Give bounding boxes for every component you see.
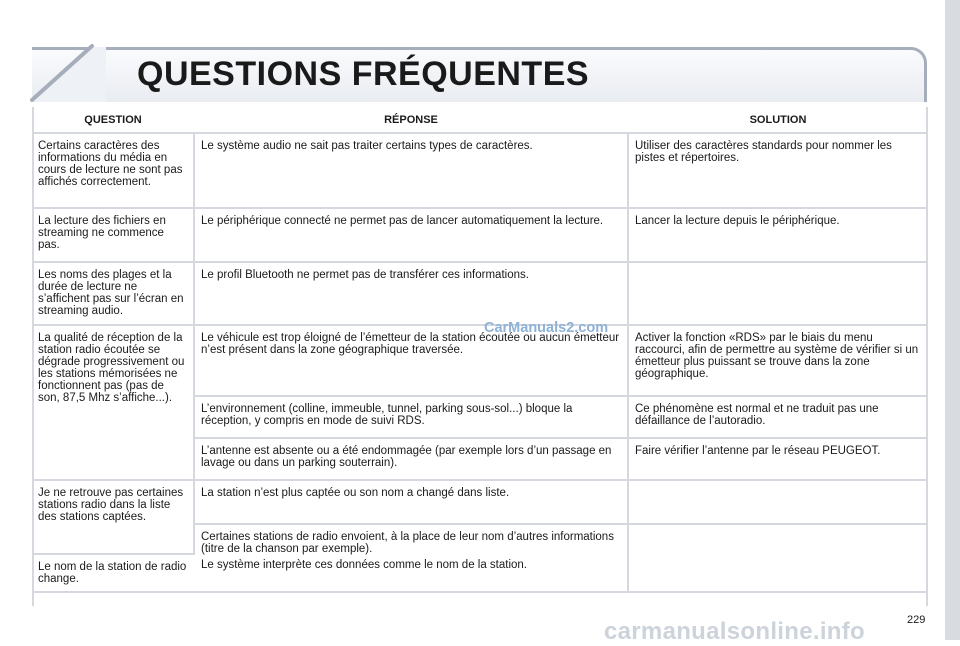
question-cell: Je ne retrouve pas certaines stations radio dans la liste des stations captées. xyxy=(32,480,194,554)
answer-cell: Le périphérique connecté ne permet pas de lancer automatiquement la lecture. xyxy=(194,208,628,262)
question-cell: Certains caractères des informations du média en cours de lecture ne sont pas affichés correctement. xyxy=(32,133,194,208)
solution-cell: Utiliser des caractères standards pour nommer les pistes et répertoires. xyxy=(628,133,928,208)
solution-cell: Faire vérifier l’antenne par le réseau PEUGEOT. xyxy=(628,438,928,480)
answer-cell: Le système audio ne sait pas traiter certains types de caractères. xyxy=(194,133,628,208)
header-corner-decoration xyxy=(30,42,106,102)
answer-cell: Le profil Bluetooth ne permet pas de transférer ces informations. xyxy=(194,262,628,325)
table-row xyxy=(32,262,928,325)
column-header-question: QUESTION xyxy=(32,107,194,133)
page-edge-bar xyxy=(945,0,960,640)
table-header-row xyxy=(32,107,928,133)
answer-cell: L’antenne est absente ou a été endommagée (par exemple lors d’un passage en lavage ou dans un parking souterrain). xyxy=(194,438,628,480)
answer-cell: Le véhicule est trop éloigné de l’émetteur de la station écoutée ou aucun émetteur n’est présent dans la zone géographique traversée. xyxy=(194,325,628,396)
solution-cell: Ce phénomène est normal et ne traduit pas une défaillance de l’autoradio. xyxy=(628,396,928,438)
answer-cell: La station n’est plus captée ou son nom a changé dans liste. xyxy=(194,480,628,524)
solution-cell xyxy=(628,480,928,524)
solution-cell xyxy=(628,524,928,592)
watermark-link[interactable]: CarManuals2.com xyxy=(484,320,609,336)
shared-answer-cell xyxy=(194,524,628,592)
answer-cell: L’environnement (colline, immeuble, tunnel, parking sous-sol...) bloque la réception, y compris en mode de suivi RDS. xyxy=(194,396,628,438)
solution-cell: Lancer la lecture depuis le périphérique. xyxy=(628,208,928,262)
page-title: QUESTIONS FRÉQUENTES xyxy=(137,55,590,93)
table-row xyxy=(32,480,928,524)
solution-cell xyxy=(628,262,928,325)
shared-answer-line: Certaines stations de radio envoient, à la place de leur nom d’autres informations (titre de la chanson par exemple). xyxy=(201,531,614,555)
column-header-solution: SOLUTION xyxy=(628,107,928,133)
question-cell: La qualité de réception de la station radio écoutée se dégrade progressivement ou les stations mémorisées ne fonctionnent pas (pas de son, 87,5 Mhz s’affiche...). xyxy=(32,325,194,480)
question-cell: La lecture des fichiers en streaming ne commence pas. xyxy=(32,208,194,262)
table-row xyxy=(32,208,928,262)
question-cell: Le nom de la station de radio change. xyxy=(32,554,194,592)
table-row xyxy=(32,133,928,208)
footer-watermark: carmanualsonline.info xyxy=(604,618,866,645)
faq-table xyxy=(32,107,928,593)
table-row xyxy=(32,325,928,396)
column-header-answer: RÉPONSE xyxy=(194,107,628,133)
solution-cell: Activer la fonction «RDS» par le biais du menu raccourci, afin de permettre au système de vérifier si un émetteur plus puissant se trouve dans la zone géographique. xyxy=(628,325,928,396)
question-cell: Les noms des plages et la durée de lecture ne s’affichent pas sur l’écran en streaming audio. xyxy=(32,262,194,325)
table-left-border xyxy=(32,107,34,606)
shared-answer-line: Le système interprète ces données comme le nom de la station. xyxy=(201,559,528,571)
table-right-border xyxy=(926,107,928,606)
page-number: 229 xyxy=(907,614,926,626)
